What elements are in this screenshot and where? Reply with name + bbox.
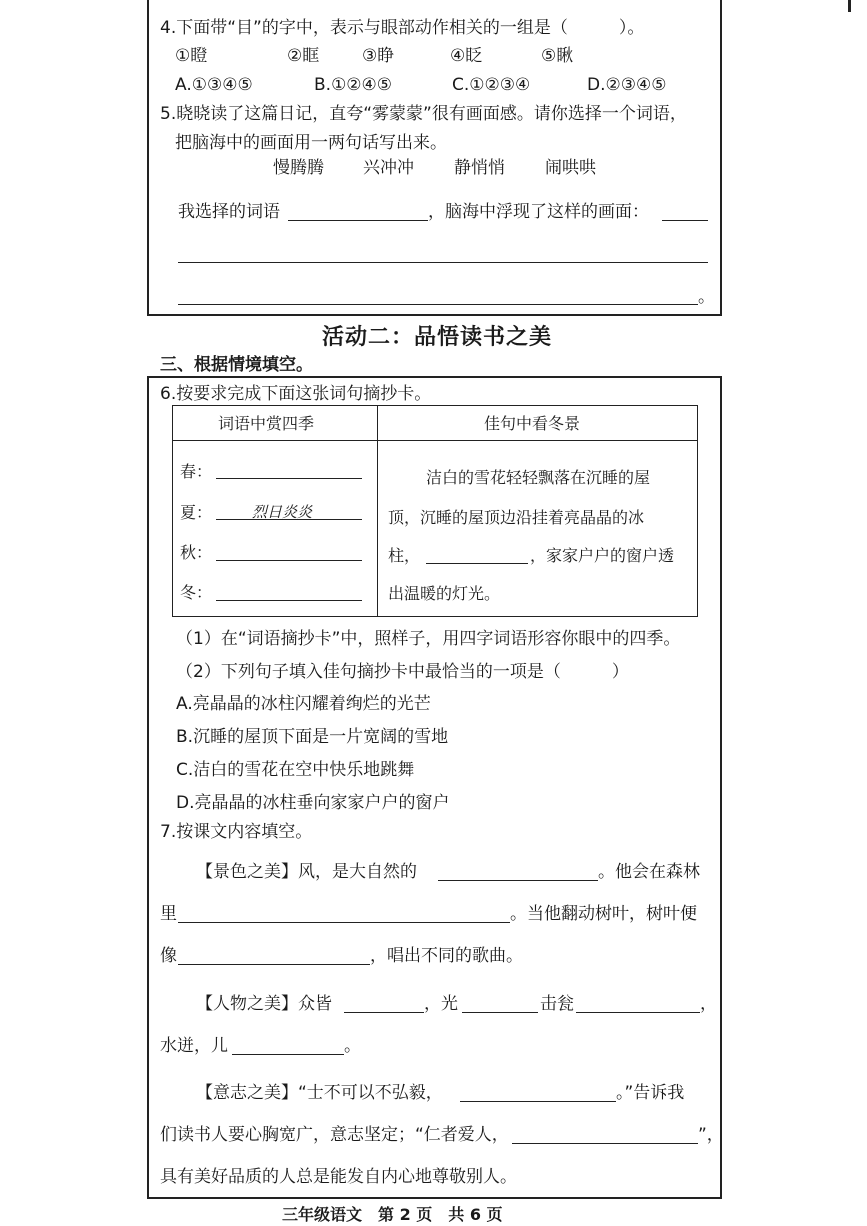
- q5-end-period: 。: [698, 287, 715, 307]
- q5-scene-blank-3[interactable]: [178, 304, 698, 305]
- q5-word-2: 兴冲冲: [363, 158, 414, 178]
- q5-fill-prefix: 我选择的词语: [178, 202, 280, 222]
- q7-jingse-blank-1[interactable]: [438, 880, 598, 881]
- q7-jingse-a: 【景色之美】风，是大自然的: [196, 862, 417, 882]
- season-summer-blank: [216, 519, 362, 520]
- q7-renwu-b: ，光: [424, 994, 458, 1014]
- q7-renwu-blank-4[interactable]: [232, 1054, 344, 1055]
- q6-sub-2: （2）下列句子填入佳句摘抄卡中最恰当的一项是（ ）: [176, 662, 629, 682]
- q7-jingse-blank-3[interactable]: [178, 964, 370, 965]
- q5-word-4: 闹哄哄: [545, 158, 596, 178]
- q7-xiang-b: ，唱出不同的歌曲。: [370, 946, 523, 966]
- season-summer-example: 烈日炎炎: [252, 503, 313, 521]
- q7-stem: 7.按课文内容填空。: [160, 822, 313, 842]
- q7-renwu-a: 【人物之美】众皆: [196, 994, 332, 1014]
- q7-renwu-c: 击瓮: [540, 994, 574, 1014]
- q7-renwu-blank-3[interactable]: [576, 1012, 700, 1013]
- q7-renwu-blank-2[interactable]: [462, 1012, 538, 1013]
- q4-char-4: ④眨: [450, 46, 483, 66]
- q7-yizhi-a: 【意志之美】“士不可以不弘毅，: [196, 1083, 443, 1103]
- q6-option-c[interactable]: C.洁白的雪花在空中快乐地跳舞: [176, 760, 415, 780]
- card-sentence-line-4: 出温暖的灯光。: [388, 584, 501, 603]
- q7-shui-end: 。: [344, 1036, 361, 1056]
- q4-option-d[interactable]: D.②③④⑤: [587, 75, 667, 95]
- q6-option-d[interactable]: D.亮晶晶的冰柱垂向家家户户的窗户: [176, 793, 450, 813]
- card-sentence-line-2: 顶，沉睡的屋顶边沿挂着亮晶晶的冰: [388, 508, 645, 527]
- corner-mark: [848, 0, 851, 12]
- card-header-line: [173, 440, 697, 441]
- section-3-heading: 三、根据情境填空。: [160, 355, 313, 375]
- q6-option-a[interactable]: A.亮晶晶的冰柱闪耀着绚烂的光芒: [176, 694, 431, 714]
- q5-line-1: 5.晓晓读了这篇日记，直夸“雾蒙蒙”很有画面感。请你选择一个词语，: [160, 104, 687, 124]
- q5-word-3: 静悄悄: [454, 158, 505, 178]
- season-spring-label: 春：: [180, 462, 213, 481]
- q5-word-1: 慢腾腾: [273, 158, 324, 178]
- page-footer: 三年级语文 第 2 页 共 6 页: [282, 1205, 503, 1224]
- q7-yizhi-blank-2[interactable]: [512, 1143, 698, 1144]
- q7-xiang: 像: [160, 946, 177, 966]
- q7-yizhi-e: 具有美好品质的人总是能发自内心地尊敬别人。: [160, 1167, 517, 1187]
- q4-char-2: ②眶: [287, 46, 320, 66]
- card-sentence-blank[interactable]: [426, 563, 528, 564]
- q7-yizhi-b: 。”告诉我: [616, 1083, 685, 1103]
- season-autumn-label: 秋：: [180, 543, 213, 562]
- q6-option-b[interactable]: B.沉睡的屋顶下面是一片宽阔的雪地: [176, 727, 449, 747]
- activity-title: 活动二：品悟读书之美: [322, 325, 553, 350]
- season-summer-label: 夏：: [180, 503, 213, 522]
- question-box-top: [147, 0, 722, 316]
- q5-fill-mid: ，脑海中浮现了这样的画面：: [428, 202, 649, 222]
- card-divider: [377, 406, 378, 616]
- q4-option-c[interactable]: C.①②③④: [452, 75, 531, 95]
- card-right-header: 佳句中看冬景: [484, 414, 581, 433]
- season-autumn-blank[interactable]: [216, 560, 362, 561]
- q7-renwu-d: ，: [700, 994, 717, 1014]
- q4-char-1: ①瞪: [175, 46, 208, 66]
- q7-renwu-blank-1[interactable]: [344, 1012, 424, 1013]
- q5-scene-blank-2[interactable]: [178, 262, 708, 263]
- q7-jingse-b: 。他会在森林: [598, 862, 700, 882]
- season-spring-blank[interactable]: [216, 478, 362, 479]
- q5-line-2: 把脑海中的画面用一两句话写出来。: [175, 133, 447, 153]
- q6-sub-1: （1）在“词语摘抄卡”中，照样子，用四字词语形容你眼中的四季。: [176, 629, 681, 649]
- q7-yizhi-c: 们读书人要心胸宽广，意志坚定；“仁者爱人，: [160, 1125, 509, 1145]
- q7-jingse-blank-2[interactable]: [178, 922, 510, 923]
- q4-stem: 4.下面带“目”的字中，表示与眼部动作相关的一组是（ ）。: [160, 18, 645, 38]
- q6-stem: 6.按要求完成下面这张词句摘抄卡。: [160, 384, 432, 404]
- q4-char-5: ⑤瞅: [541, 46, 574, 66]
- q5-word-blank[interactable]: [288, 220, 428, 221]
- q7-li: 里: [160, 904, 177, 924]
- card-sentence-line-3a: 柱，: [388, 546, 421, 565]
- season-winter-label: 冬：: [180, 583, 213, 602]
- q7-yizhi-blank-1[interactable]: [460, 1101, 616, 1102]
- q7-li-b: 。当他翻动树叶，树叶便: [510, 904, 697, 924]
- q7-yizhi-d: ”，: [698, 1125, 724, 1145]
- season-winter-blank[interactable]: [216, 600, 362, 601]
- q4-char-3: ③睁: [362, 46, 395, 66]
- q5-scene-blank-1[interactable]: [662, 220, 708, 221]
- card-sentence-line-3b: ，家家户户的窗户透: [530, 546, 675, 565]
- q7-shui: 水迸，儿: [160, 1036, 228, 1056]
- q4-option-b[interactable]: B.①②④⑤: [314, 75, 393, 95]
- card-left-header: 词语中赏四季: [218, 414, 315, 433]
- q4-option-a[interactable]: A.①③④⑤: [175, 75, 253, 95]
- card-sentence-line-1: 洁白的雪花轻轻飘落在沉睡的屋: [426, 468, 651, 487]
